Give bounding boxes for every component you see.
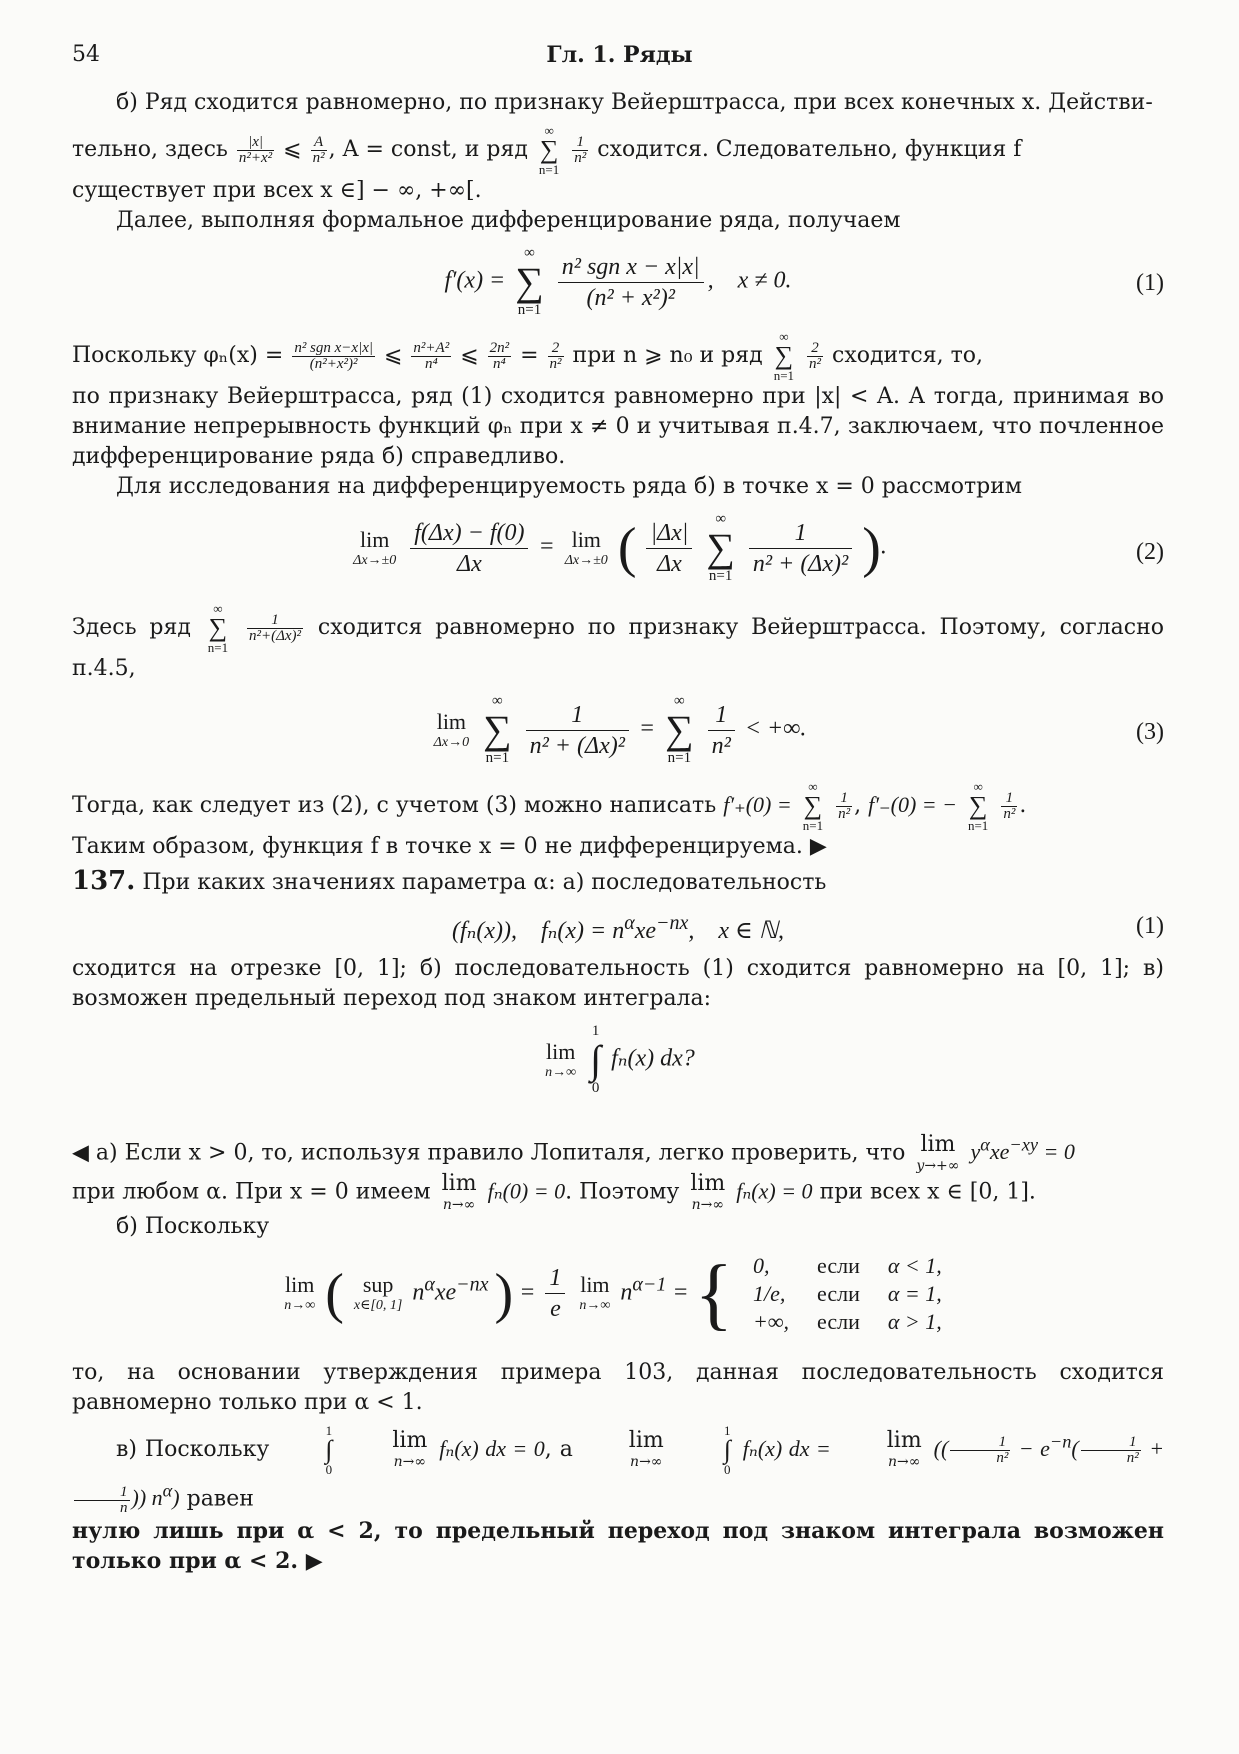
paragraph: Здесь ряд ∞ ∑ n=1 $\frac{1}{\text{n²+(Δx)²}}$ сходится равномерно по признаку Вейерштрасса. Поэтому, согласно п.4.5, — [72, 601, 1165, 681]
equation-3: lim Δx→0 ∞ ∑ n=1 $\frac{1}{\text{n² + (Δx)²}}$ = ∞ ∑ n=1 $\frac{1}{\text{n²}}$ < +∞. (3) — [433, 693, 1164, 766]
equation-integral: lim n→∞ 1 ∫ 0 fₙ(x) dx? — [545, 1023, 695, 1096]
equation-137-1: (fₙ(x)), $f_n(x) = n^\alpha xe^{-nx}$, x ∈ ℕ, (1) — [451, 912, 1164, 944]
paragraph: ◀ а) Если x > 0, то, используя правило Лопиталя, легко проверить, что lim y→+∞ $y^\alpha xe^{-xy} = 0$ — [72, 1131, 1075, 1174]
paragraph: сходится на отрезке [0, 1]; б) последовательность (1) сходится равномерно на [0, 1]; в) возможен предельный переход под знаком интеграла: — [72, 956, 1164, 1011]
page-body — [72, 88, 1164, 1576]
paragraph: б) Поскольку — [116, 1213, 270, 1239]
chapter-title: Гл. 1. Ряды — [546, 42, 693, 68]
paragraph: б) Ряд сходится равномерно, по признаку Вейерштрасса, при всех конечных x. Действи- — [116, 90, 1153, 115]
paragraph: Далее, выполняя формальное дифференцирование ряда, получаем — [116, 208, 901, 233]
paragraph: Для исследования на дифференцируемость ряда б) в точке x = 0 рассмотрим — [116, 474, 1022, 499]
paragraph: тельно, здесь $\frac{|x|}{\text{n²+x²}}$ ⩽ $\frac{A}{\text{n²}}$ , A = const, и ряд ∞ ∑ n=1 $\frac{1}{\text{n²}}$ сходится. Следовательно, функция f — [72, 123, 1022, 177]
paragraph: то, на основании утверждения примера 103, данная последовательность сходится равномерно только при α < 1. — [72, 1359, 1164, 1415]
paragraph: существует при всех x ∈] − ∞, +∞[. — [72, 178, 482, 203]
paragraph: при любом α. При x = 0 имеем lim n→∞ fₙ(0) = 0. Поэтому lim n→∞ fₙ(x) = 0 при всех x ∈ [0, 1]. — [72, 1170, 1036, 1213]
page-number: 54 — [72, 42, 100, 67]
equation-1: f′(x) = ∞ ∑ n=1 $\frac{\text{n² sgn x − x|x|}}{\text{(n² + x²)²}}$ , x ≠ 0. (1) — [444, 245, 1164, 318]
equation-sup: lim n→∞ ( sup x∈[0, 1] $n^\alpha xe^{-nx}$ ) = $\frac{1}{e}$ lim n→∞ $n^{\alpha-1}$ = { 0, если α < 1, 1/e, если α = 1, +∞, если α > 1, — [284, 1249, 942, 1338]
paragraph: Таким образом, функция f в точке x = 0 не дифференцируема. ▶ — [72, 834, 827, 859]
paragraph: в) Поскольку 1 ∫ 0 lim n→∞ fₙ(x) dx = 0, а lim n→∞ 1 ∫ 0 fₙ(x) dx = lim n→∞ (( $\frac{1}{\text{n²}}$ − $e^{-n}$( $\frac{1}{\text{n²}}$ + $\frac{1}{n}$ )) $n^\alpha$) равен — [72, 1424, 1164, 1516]
equation-2: lim Δx→±0 $\frac{f(\Delta x) - f(0)}{\Delta x}$ = lim Δx→±0 ( $\frac{|\Delta x|}{\Delta x}$ ∞ ∑ n=1 $\frac{1}{\text{n² + (Δx)²}}$ ). (2) — [353, 511, 1164, 584]
problem-137: 137. При каких значениях параметра α: а) последовательность — [72, 866, 827, 896]
problem-number: 137. — [72, 866, 136, 896]
paragraph: Поскольку φₙ(x) = n² sgn x−x|x| (n²+x²)² ⩽ $\frac{\text{n²+A²}}{\text{n⁴}}$ ⩽ $\frac{\text{2n²}}{\text{n⁴}}$ = $\frac{2}{\text{n²}}$ при n ⩾ n₀ и ряд ∞ ∑ n=1 $\frac{2}{\text{n²}}$ сходится, то, — [72, 329, 983, 383]
page-header — [72, 40, 1167, 70]
paragraph: нулю лишь при α < 2, то предельный переход под знаком интеграла возможен только при α < 2. ▶ — [72, 1517, 1164, 1574]
paragraph: Тогда, как следует из (2), с учетом (3) можно написать f′₊(0) = ∞ ∑ n=1 $\frac{1}{\text{n²}}$ , f′₋(0) = − ∞ ∑ n=1 $\frac{1}{\text{n²}}$ . — [72, 779, 1027, 833]
paragraph: по признаку Вейерштрасса, ряд (1) сходится равномерно при |x| < A. А тогда, принимая во внимание непрерывность функций φₙ при x ≠ 0 и учитывая п.4.7, заключаем, что почленное дифференцирование ряда б) справедливо. — [72, 384, 1164, 469]
